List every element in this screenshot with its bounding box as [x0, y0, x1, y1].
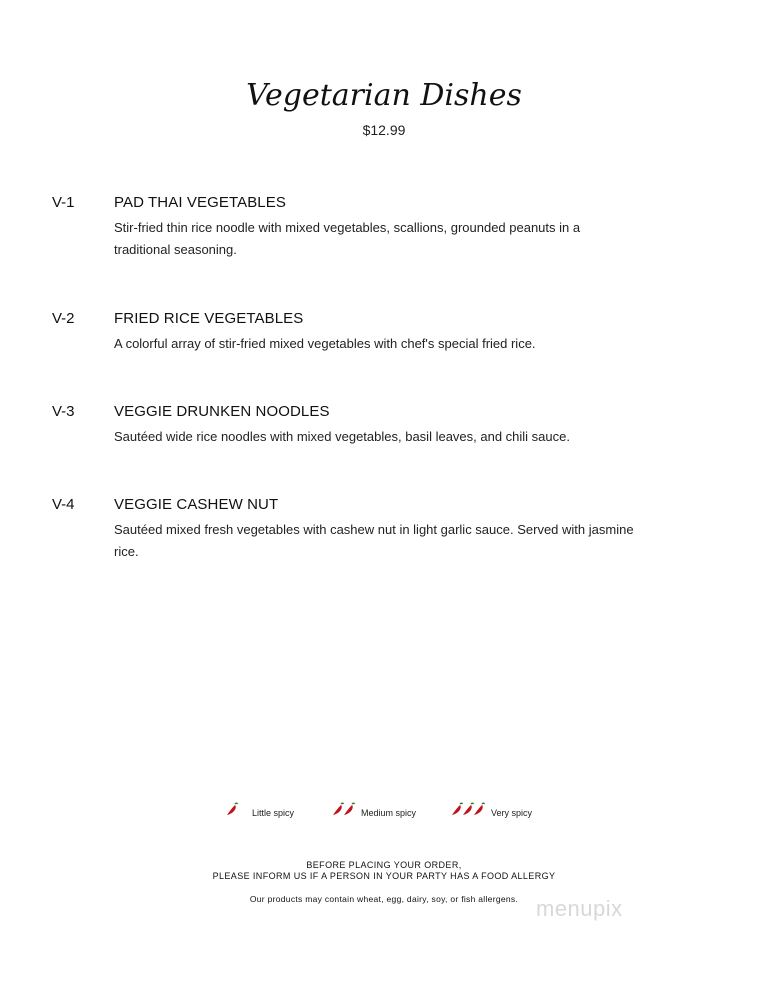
chili-pepper-icon: [471, 802, 487, 823]
item-description: Sautéed wide rice noodles with mixed vegetables, basil leaves, and chili sauce.: [114, 429, 570, 444]
item-name: VEGGIE CASHEW NUT: [114, 496, 279, 513]
legend-label: Little spicy: [252, 808, 295, 818]
item-code: V-2: [52, 310, 75, 327]
chili-pepper-icon: [341, 802, 357, 823]
item-description: A colorful array of stir-fried mixed vegetables with chef's special fried rice.: [114, 336, 536, 351]
menupix-watermark: menupix: [536, 896, 623, 921]
legend-label: Medium spicy: [361, 808, 417, 818]
item-name: PAD THAI VEGETABLES: [114, 194, 286, 211]
section-price: $12.99: [362, 122, 406, 138]
spice-legend: [0, 800, 768, 830]
item-code: V-4: [52, 496, 75, 513]
item-description: Stir-fried thin rice noodle with mixed vegetables, scallions, grounded peanuts in a traditional seasoning.: [114, 220, 581, 257]
item-description: Sautéed mixed fresh vegetables with cashew nut in light garlic sauce. Served with jasmine rice.: [114, 522, 634, 559]
allergy-notice: [0, 860, 768, 882]
notice-line-1: BEFORE PLACING YOUR ORDER,: [306, 860, 462, 870]
page-title: Vegetarian Dishes: [246, 78, 522, 113]
item-name: VEGGIE DRUNKEN NOODLES: [114, 403, 330, 420]
item-code: V-1: [52, 194, 75, 211]
item-code: V-3: [52, 403, 75, 420]
legend-label: Very spicy: [491, 808, 533, 818]
allergen-disclaimer: Our products may contain wheat, egg, dairy, soy, or fish allergens.: [249, 894, 519, 904]
item-name: FRIED RICE VEGETABLES: [114, 310, 304, 327]
notice-line-2: PLEASE INFORM US IF A PERSON IN YOUR PARTY HAS A FOOD ALLERGY: [212, 871, 556, 881]
chili-pepper-icon: [224, 802, 240, 823]
